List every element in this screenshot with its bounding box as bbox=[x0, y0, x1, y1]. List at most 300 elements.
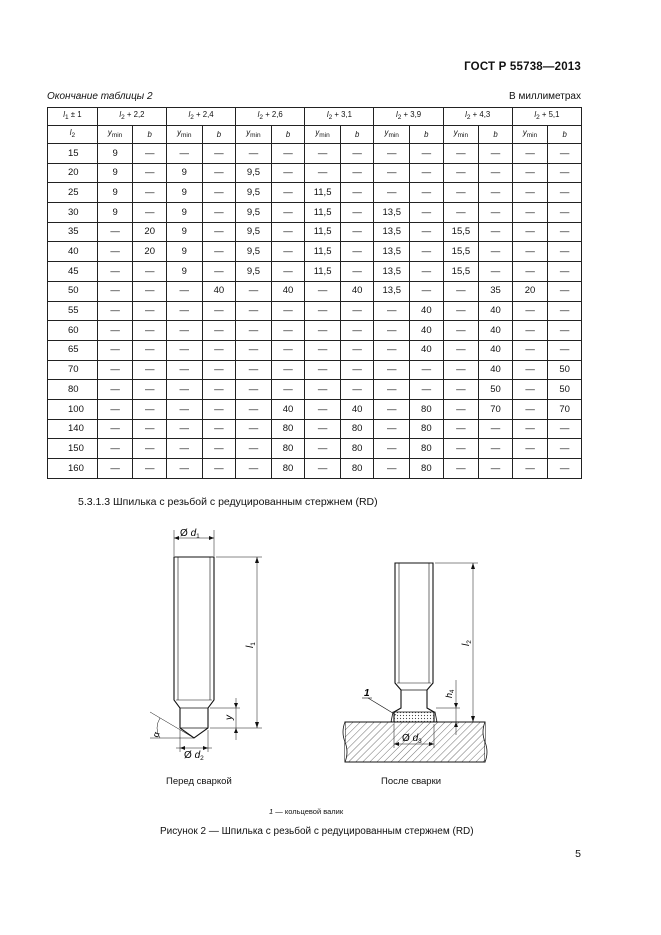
table-cell: — bbox=[133, 262, 167, 282]
header-group: $l_2 + 4,3$ bbox=[443, 108, 512, 126]
table-cell: 9 bbox=[97, 183, 133, 203]
label-y: y bbox=[224, 715, 235, 720]
table-cell: — bbox=[410, 262, 444, 282]
table-cell: — bbox=[479, 419, 513, 439]
table-cell: 13,5 bbox=[374, 281, 410, 301]
table-cell: — bbox=[133, 321, 167, 341]
table-cell: — bbox=[202, 242, 236, 262]
table-cell: — bbox=[340, 360, 374, 380]
table-cell: — bbox=[305, 459, 341, 479]
table-cell: — bbox=[202, 419, 236, 439]
table-cell: — bbox=[305, 419, 341, 439]
table-row bbox=[48, 301, 582, 321]
table-cell: — bbox=[236, 419, 272, 439]
table-cell: — bbox=[236, 439, 272, 459]
header-group: $l_2 + 2,6$ bbox=[236, 108, 305, 126]
table-cell: 13,5 bbox=[374, 222, 410, 242]
table-cell: — bbox=[479, 163, 513, 183]
table-row bbox=[48, 380, 582, 400]
label-l2: $l_2$ bbox=[461, 640, 473, 646]
table-cell: — bbox=[271, 183, 305, 203]
table-cell: — bbox=[374, 301, 410, 321]
table-cell: — bbox=[271, 262, 305, 282]
table-cell: — bbox=[305, 281, 341, 301]
table-cell: — bbox=[271, 340, 305, 360]
dimensions-table bbox=[47, 107, 582, 479]
table-cell: — bbox=[443, 301, 479, 321]
table-cell: — bbox=[410, 183, 444, 203]
table-cell: — bbox=[202, 399, 236, 419]
table-cell: — bbox=[305, 144, 341, 164]
table-cell: — bbox=[340, 203, 374, 223]
table-cell: 50 bbox=[548, 380, 582, 400]
table-cell: — bbox=[410, 163, 444, 183]
table-cell: — bbox=[548, 144, 582, 164]
table-cell: — bbox=[133, 183, 167, 203]
table-cell: 40 bbox=[479, 360, 513, 380]
table-cell: 11,5 bbox=[305, 242, 341, 262]
table-cell: 50 bbox=[548, 360, 582, 380]
table-cell: — bbox=[271, 301, 305, 321]
table-cell: — bbox=[548, 321, 582, 341]
table-cell: — bbox=[443, 419, 479, 439]
table-cell: — bbox=[166, 340, 202, 360]
table-cell: — bbox=[236, 340, 272, 360]
table-cell: — bbox=[271, 144, 305, 164]
cell-l2: 30 bbox=[48, 203, 98, 223]
table-cell: — bbox=[512, 439, 548, 459]
table-cell: — bbox=[133, 459, 167, 479]
table-cell: — bbox=[133, 144, 167, 164]
table-cell: — bbox=[202, 439, 236, 459]
table-cell: — bbox=[305, 163, 341, 183]
table-row bbox=[48, 183, 582, 203]
table-cell: — bbox=[305, 439, 341, 459]
table-cell: 40 bbox=[202, 281, 236, 301]
table-header-row bbox=[48, 108, 582, 126]
table-cell: 20 bbox=[512, 281, 548, 301]
header-group: $l_2 + 5,1$ bbox=[512, 108, 581, 126]
table-cell: 15,5 bbox=[443, 222, 479, 242]
table-cell: — bbox=[374, 183, 410, 203]
table-cell: — bbox=[166, 419, 202, 439]
section-title: 5.3.1.3 Шпилька с резьбой с редуцированным стержнем (RD) bbox=[78, 496, 378, 508]
cell-l2: 15 bbox=[48, 144, 98, 164]
table-cell: — bbox=[512, 183, 548, 203]
table-cell: 9 bbox=[166, 183, 202, 203]
figure-legend: 1 — кольцевой валик bbox=[269, 807, 344, 816]
table-cell: — bbox=[548, 459, 582, 479]
table-cell: — bbox=[512, 399, 548, 419]
header-ymin: $y_{min}$ bbox=[166, 126, 202, 144]
table-cell: 20 bbox=[133, 222, 167, 242]
label-d1: Ø $d_1$ bbox=[180, 528, 200, 540]
header-b: b bbox=[479, 126, 513, 144]
header-ymin: $y_{min}$ bbox=[236, 126, 272, 144]
table-cell: — bbox=[512, 459, 548, 479]
table-row bbox=[48, 439, 582, 459]
table-cell: — bbox=[443, 439, 479, 459]
table-cell: 13,5 bbox=[374, 203, 410, 223]
header-ymin: $y_{min}$ bbox=[512, 126, 548, 144]
table-cell: 70 bbox=[479, 399, 513, 419]
stud-before-welding bbox=[150, 530, 262, 752]
table-subheader-row bbox=[48, 126, 582, 144]
table-cell: 40 bbox=[340, 281, 374, 301]
label-d2: Ø $d_2$ bbox=[184, 750, 204, 762]
cell-l2: 50 bbox=[48, 281, 98, 301]
table-cell: — bbox=[410, 380, 444, 400]
table-cell: — bbox=[133, 301, 167, 321]
table-cell: — bbox=[443, 340, 479, 360]
table-row bbox=[48, 399, 582, 419]
header-b: b bbox=[340, 126, 374, 144]
page-number: 5 bbox=[575, 848, 581, 860]
table-cell: — bbox=[202, 360, 236, 380]
header-group: $l_2 + 2,4$ bbox=[166, 108, 235, 126]
table-cell: — bbox=[479, 222, 513, 242]
table-cell: 9,5 bbox=[236, 242, 272, 262]
table-row bbox=[48, 340, 582, 360]
table-cell: — bbox=[512, 419, 548, 439]
table-cell: — bbox=[305, 360, 341, 380]
table-cell: — bbox=[97, 222, 133, 242]
cell-l2: 100 bbox=[48, 399, 98, 419]
table-cell: — bbox=[340, 340, 374, 360]
cell-l2: 160 bbox=[48, 459, 98, 479]
table-cell: 11,5 bbox=[305, 203, 341, 223]
table-cell: — bbox=[97, 459, 133, 479]
table-cell: 80 bbox=[271, 419, 305, 439]
table-cell: 80 bbox=[340, 459, 374, 479]
header-b: b bbox=[271, 126, 305, 144]
table-cell: — bbox=[374, 144, 410, 164]
table-cell: — bbox=[202, 163, 236, 183]
table-cell: — bbox=[236, 281, 272, 301]
table-cell: 15,5 bbox=[443, 242, 479, 262]
table-cell: — bbox=[305, 399, 341, 419]
header-ymin: $y_{min}$ bbox=[443, 126, 479, 144]
table-cell: 40 bbox=[271, 281, 305, 301]
standard-number: ГОСТ Р 55738—2013 bbox=[464, 61, 581, 73]
header-group: $l_2 + 3,9$ bbox=[374, 108, 443, 126]
table-cell: — bbox=[512, 144, 548, 164]
table-cell: — bbox=[443, 399, 479, 419]
table-cell: — bbox=[548, 419, 582, 439]
table-cell: — bbox=[271, 203, 305, 223]
table-cell: — bbox=[271, 163, 305, 183]
table-cell: — bbox=[443, 321, 479, 341]
label-l1: $l_1$ bbox=[245, 642, 257, 648]
table-cell: — bbox=[548, 183, 582, 203]
table-cell: — bbox=[548, 439, 582, 459]
table-cell: — bbox=[340, 242, 374, 262]
table-cell: — bbox=[97, 380, 133, 400]
table-row bbox=[48, 360, 582, 380]
table-cell: 9,5 bbox=[236, 222, 272, 242]
table-cell: 80 bbox=[340, 419, 374, 439]
header-b: b bbox=[410, 126, 444, 144]
table-cell: — bbox=[133, 439, 167, 459]
table-cell: 9,5 bbox=[236, 163, 272, 183]
table-cell: 15,5 bbox=[443, 262, 479, 282]
table-cell: — bbox=[410, 242, 444, 262]
table-cell: — bbox=[133, 380, 167, 400]
label-h4: $h_4$ bbox=[444, 689, 456, 698]
table-cell: — bbox=[133, 163, 167, 183]
table-cell: 20 bbox=[133, 242, 167, 262]
header-b: b bbox=[548, 126, 582, 144]
stud-figure bbox=[0, 510, 661, 780]
table-cell: — bbox=[340, 222, 374, 242]
table-cell: — bbox=[97, 301, 133, 321]
table-cell: — bbox=[548, 222, 582, 242]
table-cell: — bbox=[166, 459, 202, 479]
cell-l2: 20 bbox=[48, 163, 98, 183]
table-cell: 80 bbox=[410, 459, 444, 479]
header-b: b bbox=[202, 126, 236, 144]
label-alpha: α bbox=[150, 730, 162, 739]
header-group: $l_2 + 2,2$ bbox=[97, 108, 166, 126]
table-row bbox=[48, 459, 582, 479]
table-cell: — bbox=[410, 203, 444, 223]
table-cell: — bbox=[512, 222, 548, 242]
table-cell: 9 bbox=[166, 203, 202, 223]
table-cell: 40 bbox=[340, 399, 374, 419]
table-cell: 35 bbox=[479, 281, 513, 301]
table-cell: — bbox=[340, 321, 374, 341]
table-cell: — bbox=[236, 360, 272, 380]
table-cell: 13,5 bbox=[374, 262, 410, 282]
table-cell: — bbox=[236, 321, 272, 341]
table-cell: 80 bbox=[410, 439, 444, 459]
table-cell: — bbox=[271, 380, 305, 400]
table-cell: — bbox=[410, 281, 444, 301]
table-cell: — bbox=[374, 340, 410, 360]
table-cell: — bbox=[271, 242, 305, 262]
table-cell: — bbox=[305, 301, 341, 321]
table-cell: — bbox=[548, 262, 582, 282]
table-cell: 40 bbox=[410, 301, 444, 321]
header-ymin: $y_{min}$ bbox=[97, 126, 133, 144]
table-cell: — bbox=[374, 163, 410, 183]
cell-l2: 60 bbox=[48, 321, 98, 341]
table-cell: — bbox=[97, 281, 133, 301]
table-cell: — bbox=[340, 262, 374, 282]
table-cell: 9,5 bbox=[236, 203, 272, 223]
table-cell: — bbox=[512, 301, 548, 321]
table-units: В миллиметрах bbox=[509, 91, 581, 102]
table-row bbox=[48, 321, 582, 341]
table-cell: — bbox=[202, 340, 236, 360]
table-cell: — bbox=[443, 163, 479, 183]
table-cell: 80 bbox=[340, 439, 374, 459]
header-l2: $l_2$ bbox=[48, 126, 98, 144]
table-cell: 40 bbox=[479, 301, 513, 321]
table-cell: — bbox=[512, 360, 548, 380]
table-cell: — bbox=[166, 321, 202, 341]
table-cell: — bbox=[97, 340, 133, 360]
table-row bbox=[48, 281, 582, 301]
table-cell: — bbox=[443, 360, 479, 380]
table-cell: — bbox=[548, 301, 582, 321]
table-cell: — bbox=[512, 262, 548, 282]
cell-l2: 35 bbox=[48, 222, 98, 242]
cell-l2: 45 bbox=[48, 262, 98, 282]
table-cell: — bbox=[512, 380, 548, 400]
table-cell: — bbox=[133, 360, 167, 380]
table-cell: 9,5 bbox=[236, 183, 272, 203]
table-cell: 50 bbox=[479, 380, 513, 400]
table-cell: — bbox=[97, 419, 133, 439]
table-cell: — bbox=[236, 144, 272, 164]
table-cell: — bbox=[97, 242, 133, 262]
table-cell: — bbox=[166, 360, 202, 380]
table-cell: 9,5 bbox=[236, 262, 272, 282]
table-cell: — bbox=[166, 399, 202, 419]
table-row bbox=[48, 242, 582, 262]
cell-l2: 80 bbox=[48, 380, 98, 400]
table-cell: 9 bbox=[97, 163, 133, 183]
table-cell: 9 bbox=[166, 222, 202, 242]
table-cell: — bbox=[340, 301, 374, 321]
header-group: $l_2 + 3,1$ bbox=[305, 108, 374, 126]
table-cell: — bbox=[271, 321, 305, 341]
table-cell: — bbox=[97, 399, 133, 419]
table-cell: 9 bbox=[166, 163, 202, 183]
cell-l2: 40 bbox=[48, 242, 98, 262]
table-cell: — bbox=[236, 380, 272, 400]
table-cell: — bbox=[374, 380, 410, 400]
table-cell: — bbox=[305, 380, 341, 400]
table-cell: — bbox=[202, 459, 236, 479]
table-cell: — bbox=[236, 459, 272, 479]
table-cell: 40 bbox=[410, 340, 444, 360]
table-cell: 80 bbox=[271, 439, 305, 459]
table-row bbox=[48, 419, 582, 439]
table-cell: — bbox=[133, 203, 167, 223]
table-cell: — bbox=[202, 222, 236, 242]
header-b: b bbox=[133, 126, 167, 144]
table-cell: 40 bbox=[479, 321, 513, 341]
table-cell: — bbox=[443, 459, 479, 479]
table-cell: — bbox=[410, 360, 444, 380]
table-cell: — bbox=[479, 262, 513, 282]
table-cell: — bbox=[271, 360, 305, 380]
table-cell: — bbox=[202, 262, 236, 282]
table-cell: 80 bbox=[410, 419, 444, 439]
table-cell: 9 bbox=[166, 242, 202, 262]
table-cell: — bbox=[374, 399, 410, 419]
caption-after-welding: После сварки bbox=[381, 776, 442, 787]
cell-l2: 150 bbox=[48, 439, 98, 459]
table-cell: — bbox=[271, 222, 305, 242]
cell-l2: 25 bbox=[48, 183, 98, 203]
table-cell: — bbox=[166, 281, 202, 301]
table-cell: — bbox=[340, 144, 374, 164]
label-callout-1: 1 bbox=[364, 688, 370, 699]
table-cell: 9 bbox=[166, 262, 202, 282]
table-cell: — bbox=[374, 360, 410, 380]
table-cell: — bbox=[133, 419, 167, 439]
table-cell: — bbox=[443, 203, 479, 223]
table-cell: — bbox=[443, 144, 479, 164]
table-cell: — bbox=[512, 203, 548, 223]
table-cell: — bbox=[479, 439, 513, 459]
table-cell: 9 bbox=[97, 144, 133, 164]
table-cell: — bbox=[548, 242, 582, 262]
table-cell: — bbox=[374, 439, 410, 459]
table-cell: — bbox=[512, 163, 548, 183]
label-d3: Ø $d_3$ bbox=[402, 733, 422, 745]
table-cell: — bbox=[133, 281, 167, 301]
table-row bbox=[48, 163, 582, 183]
table-cell: — bbox=[410, 144, 444, 164]
table-cell: — bbox=[512, 321, 548, 341]
table-cell: — bbox=[166, 380, 202, 400]
table-cell: — bbox=[548, 163, 582, 183]
table-cell: 9 bbox=[97, 203, 133, 223]
table-cell: 11,5 bbox=[305, 262, 341, 282]
table-cell: — bbox=[340, 380, 374, 400]
table-cell: 11,5 bbox=[305, 183, 341, 203]
table-cell: — bbox=[512, 242, 548, 262]
table-cell: — bbox=[97, 321, 133, 341]
table-cell: — bbox=[548, 281, 582, 301]
table-cell: — bbox=[479, 144, 513, 164]
table-cell: — bbox=[512, 340, 548, 360]
table-cell: — bbox=[548, 340, 582, 360]
table-cell: — bbox=[202, 144, 236, 164]
table-cell: — bbox=[133, 399, 167, 419]
figure-caption: Рисунок 2 — Шпилька с резьбой с редуцированным стержнем (RD) bbox=[160, 826, 474, 837]
table-cell: 40 bbox=[479, 340, 513, 360]
cell-l2: 140 bbox=[48, 419, 98, 439]
table-cell: — bbox=[374, 459, 410, 479]
table-cell: — bbox=[166, 301, 202, 321]
table-row bbox=[48, 262, 582, 282]
table-cell: — bbox=[443, 183, 479, 203]
table-cell: — bbox=[374, 321, 410, 341]
table-cell: — bbox=[236, 301, 272, 321]
table-cell: — bbox=[374, 419, 410, 439]
table-cell: — bbox=[166, 144, 202, 164]
table-cell: 11,5 bbox=[305, 222, 341, 242]
table-cell: 70 bbox=[548, 399, 582, 419]
table-cell: — bbox=[97, 262, 133, 282]
caption-before-welding: Перед сваркой bbox=[166, 776, 232, 787]
header-ymin: $y_{min}$ bbox=[374, 126, 410, 144]
table-cell: — bbox=[479, 242, 513, 262]
table-cell: — bbox=[202, 183, 236, 203]
table-cell: 80 bbox=[271, 459, 305, 479]
table-cell: — bbox=[97, 439, 133, 459]
table-caption: Окончание таблицы 2 bbox=[47, 91, 153, 102]
header-ymin: $y_{min}$ bbox=[305, 126, 341, 144]
table-cell: — bbox=[202, 301, 236, 321]
table-cell: 80 bbox=[410, 399, 444, 419]
table-row bbox=[48, 203, 582, 223]
cell-l2: 70 bbox=[48, 360, 98, 380]
table-cell: — bbox=[340, 183, 374, 203]
table-cell: — bbox=[202, 203, 236, 223]
table-cell: 40 bbox=[271, 399, 305, 419]
table-cell: — bbox=[202, 380, 236, 400]
table-cell: — bbox=[548, 203, 582, 223]
table-row bbox=[48, 144, 582, 164]
cell-l2: 65 bbox=[48, 340, 98, 360]
cell-l2: 55 bbox=[48, 301, 98, 321]
